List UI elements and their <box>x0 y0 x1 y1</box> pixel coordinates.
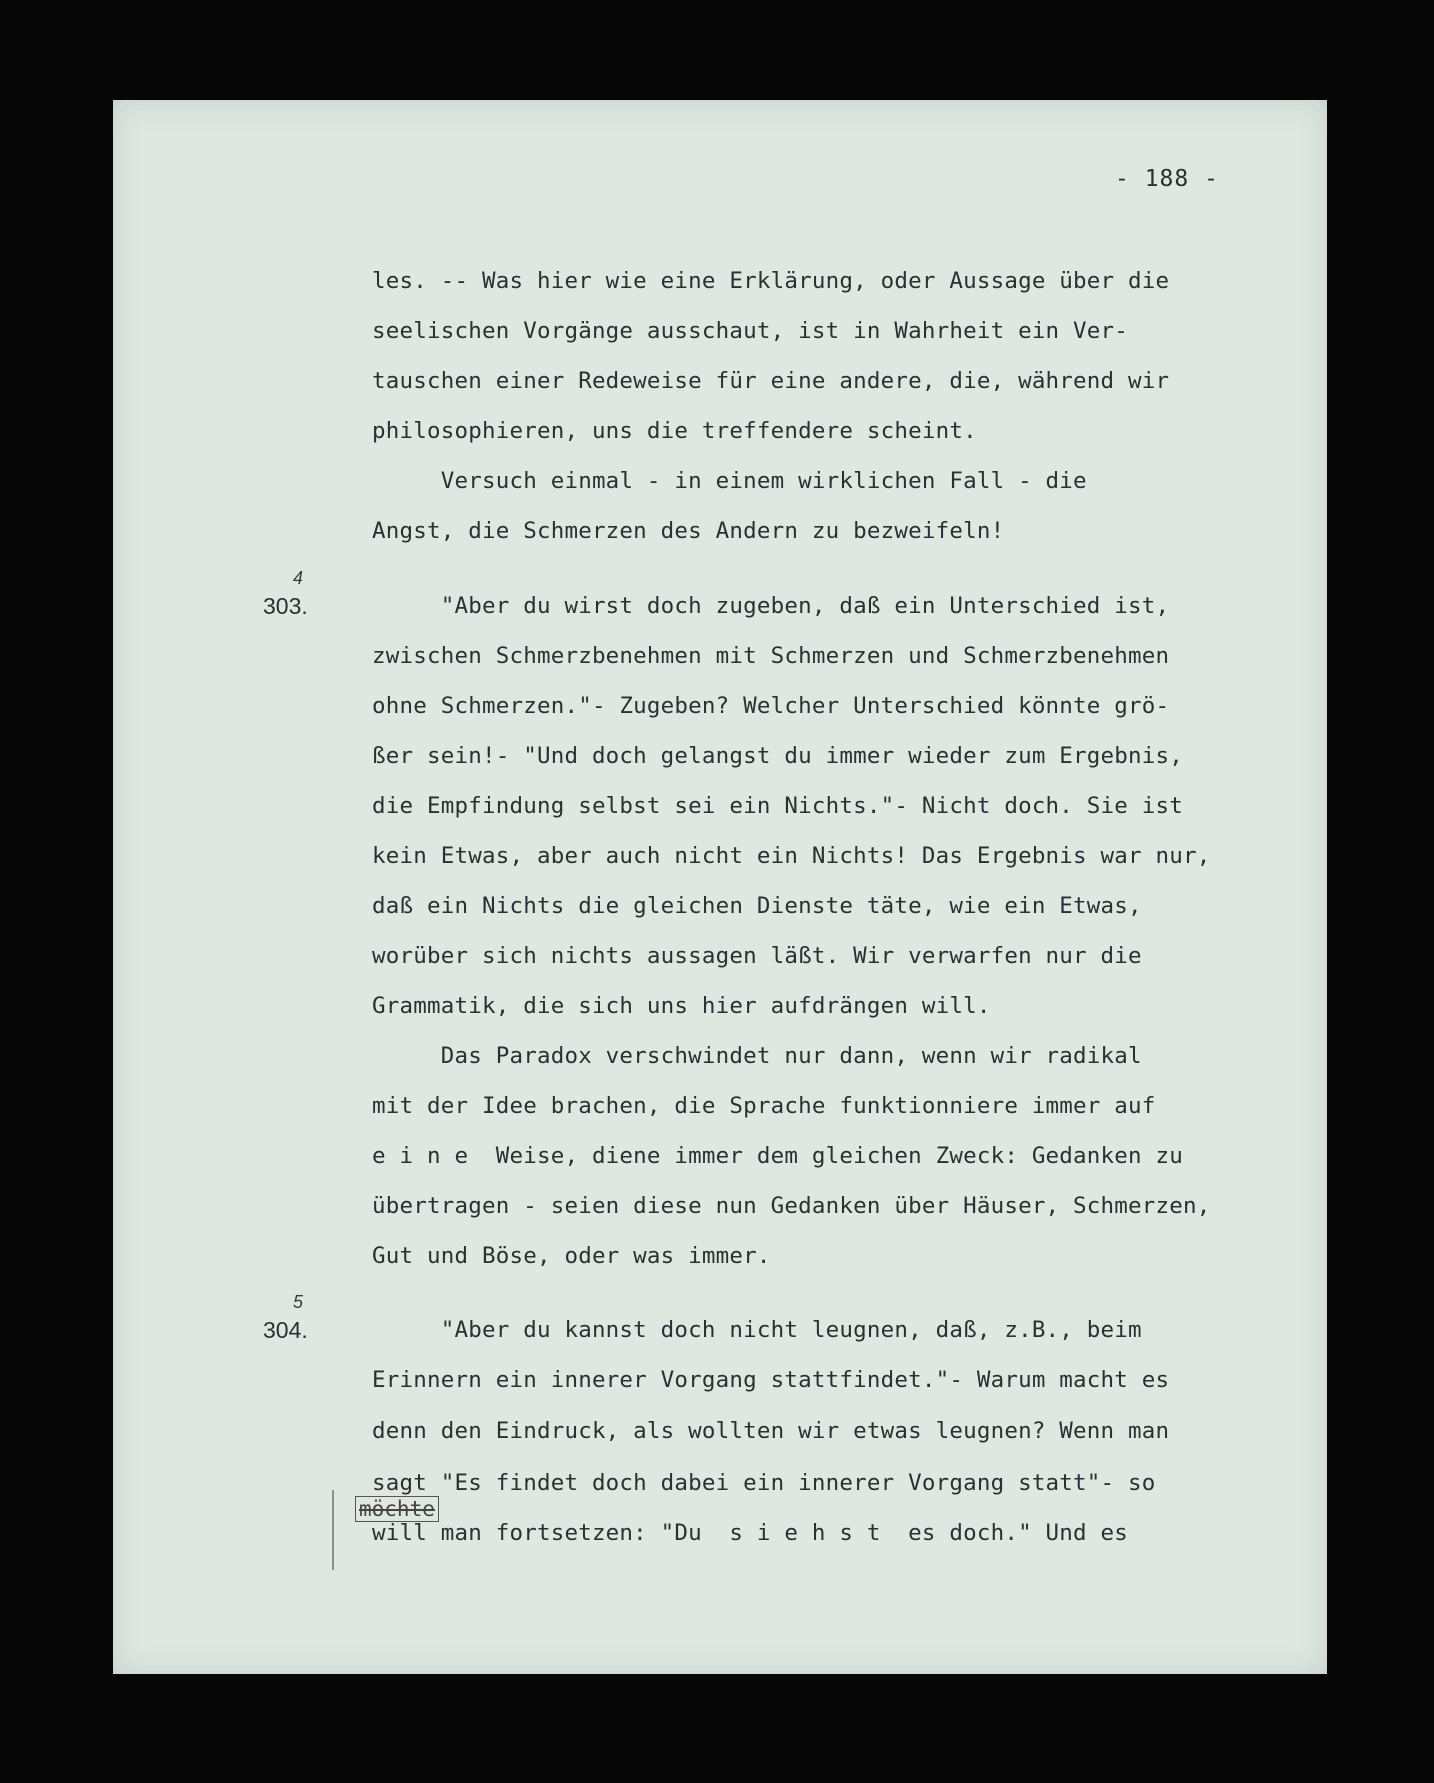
text-line: Versuch einmal - in einem wirklichen Fall - die <box>372 468 1087 494</box>
text-line: Erinnern ein innerer Vorgang stattfindet."- Warum macht es <box>372 1367 1170 1393</box>
text-line: "Aber du kannst doch nicht leugnen, daß, z.B., beim <box>372 1317 1142 1343</box>
text-line: will man fortsetzen: "Du s i e h s t es doch." Und es <box>372 1520 1129 1546</box>
section-number-303 <box>263 568 308 620</box>
section-number-label: 303. <box>263 593 308 619</box>
text-line: worüber sich nichts aussagen läßt. Wir verwarfen nur die <box>372 943 1142 969</box>
page-number: - 188 - <box>1115 166 1219 192</box>
text-line: die Empfindung selbst sei ein Nichts."- Nicht doch. Sie ist <box>372 793 1184 819</box>
text-line: les. -- Was hier wie eine Erklärung, oder Aussage über die <box>372 268 1170 294</box>
text-line: "Aber du wirst doch zugeben, daß ein Unterschied ist, <box>372 593 1170 619</box>
section-number-label: 304. <box>263 1317 308 1343</box>
struck-word: möchte <box>355 1496 439 1522</box>
text-line: ßer sein!- "Und doch gelangst du immer wieder zum Ergebnis, <box>372 743 1184 769</box>
text-line: übertragen - seien diese nun Gedanken über Häuser, Schmerzen, <box>372 1193 1211 1219</box>
text-line: Gut und Böse, oder was immer. <box>372 1243 771 1269</box>
text-line: e i n e Weise, diene immer dem gleichen Zweck: Gedanken zu <box>372 1143 1184 1169</box>
text-line: mit der Idee brachen, die Sprache funktionniere immer auf <box>372 1093 1156 1119</box>
section-number-correction: 4 <box>293 568 304 588</box>
text-line: ohne Schmerzen."- Zugeben? Welcher Unterschied könnte grö- <box>372 693 1170 719</box>
text-line: Grammatik, die sich uns hier aufdrängen will. <box>372 993 991 1019</box>
text-line: Angst, die Schmerzen des Andern zu bezweifeln! <box>372 518 1005 544</box>
text-line: denn den Eindruck, als wollten wir etwas leugnen? Wenn man <box>372 1418 1170 1444</box>
margin-mark <box>332 1490 334 1570</box>
text-line: zwischen Schmerzbenehmen mit Schmerzen und Schmerzbenehmen <box>372 643 1170 669</box>
text-line: Das Paradox verschwindet nur dann, wenn wir radikal <box>372 1043 1142 1069</box>
text-line: sagt "Es findet doch dabei ein innerer Vorgang statt"- so <box>372 1470 1156 1496</box>
text-line: tauschen einer Redeweise für eine andere, die, während wir <box>372 368 1170 394</box>
text-line: seelischen Vorgänge ausschaut, ist in Wahrheit ein Ver- <box>372 318 1129 344</box>
section-number-correction: 5 <box>293 1292 304 1312</box>
section-number-304 <box>263 1292 308 1344</box>
text-line: daß ein Nichts die gleichen Dienste täte, wie ein Etwas, <box>372 893 1142 919</box>
text-line: kein Etwas, aber auch nicht ein Nichts! Das Ergebnis war nur, <box>372 843 1211 869</box>
text-line: philosophieren, uns die treffendere scheint. <box>372 418 977 444</box>
